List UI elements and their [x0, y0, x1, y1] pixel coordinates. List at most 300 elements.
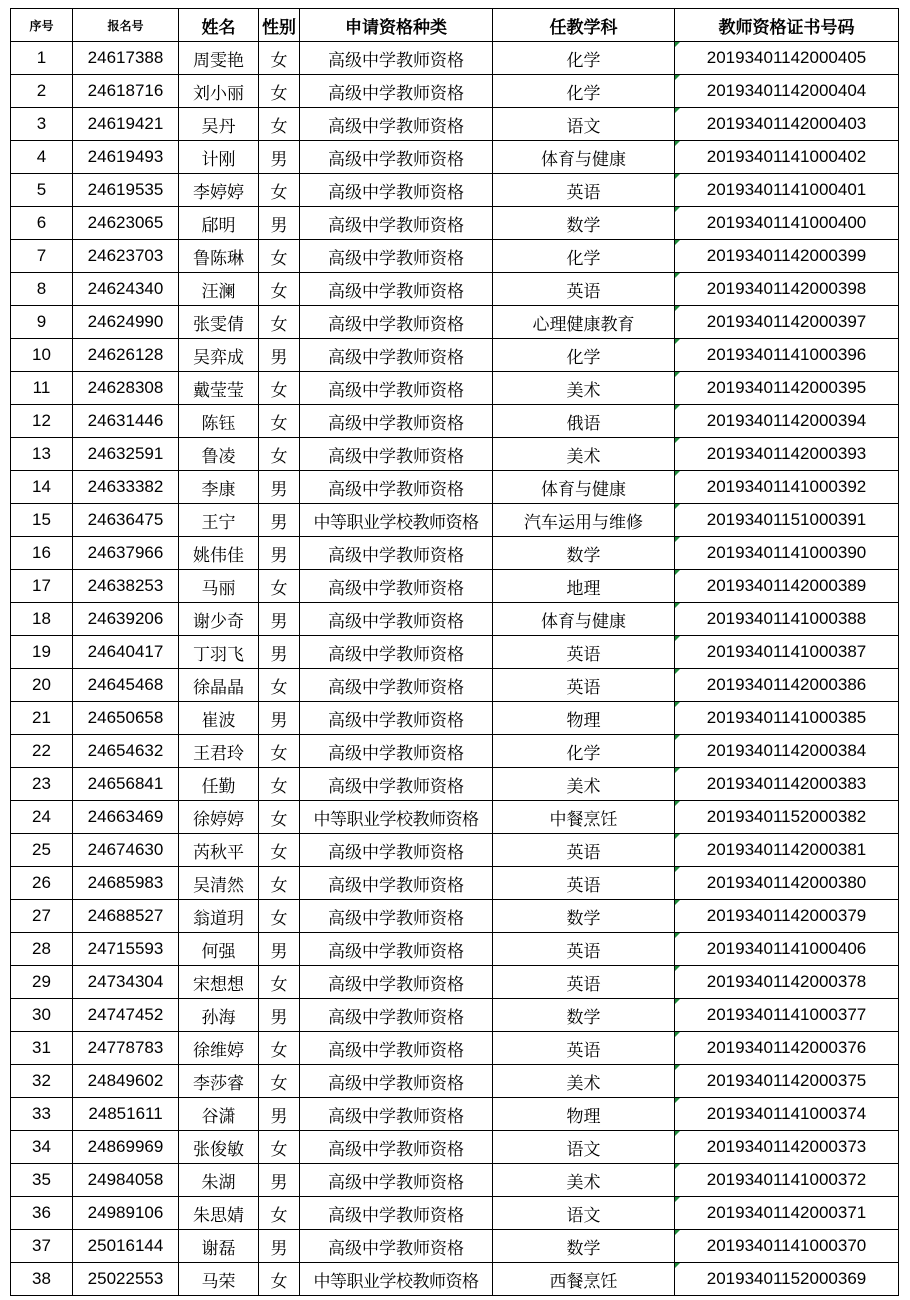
- cell-type: 高级中学教师资格: [300, 603, 493, 636]
- cell-reg: 24636475: [73, 504, 179, 537]
- cell-type: 高级中学教师资格: [300, 1164, 493, 1197]
- teacher-certificate-table: [10, 8, 899, 1296]
- cell-type: 高级中学教师资格: [300, 1197, 493, 1230]
- cell-reg: 24624340: [73, 273, 179, 306]
- cell-reg: 24869969: [73, 1131, 179, 1164]
- header-reg: 报名号: [73, 9, 179, 42]
- cell-gender: 女: [259, 768, 300, 801]
- cell-subject: 物理: [493, 1098, 675, 1131]
- cell-gender: 男: [259, 504, 300, 537]
- cell-subject: 化学: [493, 42, 675, 75]
- table-row: [11, 702, 899, 735]
- cell-type: 高级中学教师资格: [300, 702, 493, 735]
- cell-cert: 20193401141000372: [675, 1164, 899, 1197]
- cell-reg: 24685983: [73, 867, 179, 900]
- cell-reg: 25016144: [73, 1230, 179, 1263]
- cell-cert: 20193401141000402: [675, 141, 899, 174]
- cell-gender: 女: [259, 801, 300, 834]
- cell-reg: 24654632: [73, 735, 179, 768]
- cell-name: 朱湖: [179, 1164, 259, 1197]
- cell-subject: 英语: [493, 273, 675, 306]
- table-row: [11, 570, 899, 603]
- cell-subject: 英语: [493, 933, 675, 966]
- cell-cert: 20193401142000389: [675, 570, 899, 603]
- cell-type: 高级中学教师资格: [300, 75, 493, 108]
- cell-cert: 20193401142000375: [675, 1065, 899, 1098]
- table-row: [11, 1164, 899, 1197]
- cell-reg: 24633382: [73, 471, 179, 504]
- cell-cert: 20193401142000386: [675, 669, 899, 702]
- cell-type: 高级中学教师资格: [300, 834, 493, 867]
- cell-gender: 男: [259, 1164, 300, 1197]
- cell-name: 鲁陈琳: [179, 240, 259, 273]
- cell-reg: 24631446: [73, 405, 179, 438]
- cell-name: 戴莹莹: [179, 372, 259, 405]
- cell-type: 高级中学教师资格: [300, 669, 493, 702]
- cell-name: 汪澜: [179, 273, 259, 306]
- cell-reg: 24656841: [73, 768, 179, 801]
- table-row: [11, 636, 899, 669]
- cell-subject: 体育与健康: [493, 141, 675, 174]
- cell-seq: 32: [11, 1065, 73, 1098]
- cell-cert: 20193401152000382: [675, 801, 899, 834]
- cell-reg: 25022553: [73, 1263, 179, 1296]
- cell-seq: 38: [11, 1263, 73, 1296]
- cell-type: 高级中学教师资格: [300, 900, 493, 933]
- cell-subject: 俄语: [493, 405, 675, 438]
- cell-cert: 20193401141000390: [675, 537, 899, 570]
- cell-subject: 英语: [493, 834, 675, 867]
- cell-reg: 24851611: [73, 1098, 179, 1131]
- cell-reg: 24849602: [73, 1065, 179, 1098]
- cell-name: 李康: [179, 471, 259, 504]
- cell-gender: 男: [259, 933, 300, 966]
- cell-gender: 女: [259, 735, 300, 768]
- cell-cert: 20193401142000398: [675, 273, 899, 306]
- cell-type: 高级中学教师资格: [300, 108, 493, 141]
- cell-seq: 3: [11, 108, 73, 141]
- cell-seq: 18: [11, 603, 73, 636]
- cell-reg: 24989106: [73, 1197, 179, 1230]
- cell-seq: 2: [11, 75, 73, 108]
- cell-gender: 女: [259, 1263, 300, 1296]
- cell-reg: 24632591: [73, 438, 179, 471]
- cell-seq: 20: [11, 669, 73, 702]
- cell-cert: 20193401142000399: [675, 240, 899, 273]
- cell-name: 王君玲: [179, 735, 259, 768]
- cell-reg: 24639206: [73, 603, 179, 636]
- table-row: [11, 834, 899, 867]
- cell-cert: 20193401142000393: [675, 438, 899, 471]
- cell-seq: 26: [11, 867, 73, 900]
- cell-type: 高级中学教师资格: [300, 768, 493, 801]
- table-row: [11, 537, 899, 570]
- cell-reg: 24628308: [73, 372, 179, 405]
- cell-reg: 24715593: [73, 933, 179, 966]
- table-row: [11, 273, 899, 306]
- cell-name: 孙海: [179, 999, 259, 1032]
- cell-type: 高级中学教师资格: [300, 1065, 493, 1098]
- cell-cert: 20193401142000384: [675, 735, 899, 768]
- cell-gender: 女: [259, 900, 300, 933]
- table-row: [11, 900, 899, 933]
- cell-gender: 女: [259, 174, 300, 207]
- table-row: [11, 1131, 899, 1164]
- cell-type: 中等职业学校教师资格: [300, 1263, 493, 1296]
- cell-name: 徐维婷: [179, 1032, 259, 1065]
- cell-name: 张雯倩: [179, 306, 259, 339]
- cell-cert: 20193401151000391: [675, 504, 899, 537]
- cell-seq: 9: [11, 306, 73, 339]
- cell-seq: 7: [11, 240, 73, 273]
- table-row: [11, 669, 899, 702]
- cell-type: 高级中学教师资格: [300, 1098, 493, 1131]
- header-seq: 序号: [11, 9, 73, 42]
- cell-gender: 女: [259, 669, 300, 702]
- cell-reg: 24623065: [73, 207, 179, 240]
- cell-subject: 英语: [493, 174, 675, 207]
- table-row: [11, 108, 899, 141]
- cell-subject: 数学: [493, 1230, 675, 1263]
- cell-gender: 女: [259, 240, 300, 273]
- cell-type: 高级中学教师资格: [300, 339, 493, 372]
- cell-type: 高级中学教师资格: [300, 273, 493, 306]
- cell-seq: 8: [11, 273, 73, 306]
- cell-type: 高级中学教师资格: [300, 471, 493, 504]
- cell-subject: 美术: [493, 1065, 675, 1098]
- cell-seq: 27: [11, 900, 73, 933]
- cell-seq: 6: [11, 207, 73, 240]
- cell-reg: 24645468: [73, 669, 179, 702]
- table-row: [11, 603, 899, 636]
- cell-subject: 体育与健康: [493, 603, 675, 636]
- cell-name: 丁羽飞: [179, 636, 259, 669]
- cell-seq: 28: [11, 933, 73, 966]
- cell-subject: 西餐烹饪: [493, 1263, 675, 1296]
- cell-subject: 化学: [493, 75, 675, 108]
- table-row: [11, 372, 899, 405]
- cell-cert: 20193401141000374: [675, 1098, 899, 1131]
- cell-type: 中等职业学校教师资格: [300, 801, 493, 834]
- cell-name: 王宁: [179, 504, 259, 537]
- cell-type: 高级中学教师资格: [300, 372, 493, 405]
- cell-seq: 4: [11, 141, 73, 174]
- cell-gender: 女: [259, 1032, 300, 1065]
- cell-reg: 24984058: [73, 1164, 179, 1197]
- cell-name: 马荣: [179, 1263, 259, 1296]
- cell-reg: 24619493: [73, 141, 179, 174]
- cell-type: 高级中学教师资格: [300, 636, 493, 669]
- cell-cert: 20193401142000373: [675, 1131, 899, 1164]
- cell-gender: 男: [259, 636, 300, 669]
- cell-type: 高级中学教师资格: [300, 240, 493, 273]
- cell-seq: 14: [11, 471, 73, 504]
- header-gender: 性别: [259, 9, 300, 42]
- cell-gender: 男: [259, 1098, 300, 1131]
- table-row: [11, 1230, 899, 1263]
- cell-seq: 35: [11, 1164, 73, 1197]
- cell-subject: 物理: [493, 702, 675, 735]
- cell-seq: 15: [11, 504, 73, 537]
- cell-name: 任勤: [179, 768, 259, 801]
- table-row: [11, 1032, 899, 1065]
- cell-name: 陈钰: [179, 405, 259, 438]
- cell-subject: 语文: [493, 1197, 675, 1230]
- cell-subject: 英语: [493, 966, 675, 999]
- cell-gender: 女: [259, 75, 300, 108]
- cell-cert: 20193401142000403: [675, 108, 899, 141]
- table-row: [11, 999, 899, 1032]
- table-row: [11, 306, 899, 339]
- cell-seq: 37: [11, 1230, 73, 1263]
- header-type: 申请资格种类: [300, 9, 493, 42]
- cell-seq: 1: [11, 42, 73, 75]
- table-row: [11, 1065, 899, 1098]
- cell-seq: 16: [11, 537, 73, 570]
- cell-type: 高级中学教师资格: [300, 306, 493, 339]
- cell-name: 朱思婧: [179, 1197, 259, 1230]
- cell-name: 徐婷婷: [179, 801, 259, 834]
- cell-reg: 24626128: [73, 339, 179, 372]
- table-row: [11, 405, 899, 438]
- cell-reg: 24674630: [73, 834, 179, 867]
- cell-subject: 数学: [493, 207, 675, 240]
- cell-subject: 汽车运用与维修: [493, 504, 675, 537]
- cell-name: 郈明: [179, 207, 259, 240]
- cell-gender: 女: [259, 372, 300, 405]
- header-cert: 教师资格证书号码: [675, 9, 899, 42]
- cell-cert: 20193401141000401: [675, 174, 899, 207]
- cell-cert: 20193401142000376: [675, 1032, 899, 1065]
- cell-seq: 12: [11, 405, 73, 438]
- cell-seq: 10: [11, 339, 73, 372]
- cell-name: 谷潇: [179, 1098, 259, 1131]
- cell-type: 高级中学教师资格: [300, 207, 493, 240]
- table-row: [11, 933, 899, 966]
- cell-cert: 20193401142000395: [675, 372, 899, 405]
- cell-subject: 语文: [493, 108, 675, 141]
- cell-cert: 20193401152000369: [675, 1263, 899, 1296]
- cell-subject: 体育与健康: [493, 471, 675, 504]
- cell-type: 中等职业学校教师资格: [300, 504, 493, 537]
- table-body: [11, 42, 899, 1296]
- table-row: [11, 42, 899, 75]
- cell-seq: 17: [11, 570, 73, 603]
- table-row: [11, 1263, 899, 1296]
- table-row: [11, 867, 899, 900]
- cell-gender: 女: [259, 405, 300, 438]
- table-row: [11, 240, 899, 273]
- cell-cert: 20193401141000396: [675, 339, 899, 372]
- cell-name: 计刚: [179, 141, 259, 174]
- table-row: [11, 438, 899, 471]
- cell-subject: 美术: [493, 768, 675, 801]
- cell-subject: 英语: [493, 636, 675, 669]
- roster-sheet: [10, 8, 899, 1296]
- table-row: [11, 1098, 899, 1131]
- cell-type: 高级中学教师资格: [300, 438, 493, 471]
- cell-name: 李婷婷: [179, 174, 259, 207]
- cell-reg: 24650658: [73, 702, 179, 735]
- cell-reg: 24617388: [73, 42, 179, 75]
- cell-subject: 心理健康教育: [493, 306, 675, 339]
- cell-name: 姚伟佳: [179, 537, 259, 570]
- cell-seq: 22: [11, 735, 73, 768]
- cell-cert: 20193401142000397: [675, 306, 899, 339]
- cell-type: 高级中学教师资格: [300, 570, 493, 603]
- table-row: [11, 801, 899, 834]
- cell-seq: 30: [11, 999, 73, 1032]
- cell-name: 芮秋平: [179, 834, 259, 867]
- cell-name: 吴丹: [179, 108, 259, 141]
- cell-gender: 女: [259, 1197, 300, 1230]
- cell-reg: 24619421: [73, 108, 179, 141]
- cell-reg: 24619535: [73, 174, 179, 207]
- cell-subject: 数学: [493, 999, 675, 1032]
- cell-gender: 女: [259, 1131, 300, 1164]
- cell-seq: 13: [11, 438, 73, 471]
- cell-type: 高级中学教师资格: [300, 537, 493, 570]
- cell-reg: 24747452: [73, 999, 179, 1032]
- cell-type: 高级中学教师资格: [300, 42, 493, 75]
- cell-reg: 24688527: [73, 900, 179, 933]
- cell-subject: 化学: [493, 240, 675, 273]
- cell-subject: 数学: [493, 900, 675, 933]
- cell-type: 高级中学教师资格: [300, 405, 493, 438]
- table-row: [11, 339, 899, 372]
- cell-seq: 23: [11, 768, 73, 801]
- cell-name: 谢磊: [179, 1230, 259, 1263]
- cell-gender: 女: [259, 570, 300, 603]
- cell-name: 吴弈成: [179, 339, 259, 372]
- cell-reg: 24734304: [73, 966, 179, 999]
- cell-gender: 男: [259, 339, 300, 372]
- cell-subject: 中餐烹饪: [493, 801, 675, 834]
- cell-cert: 20193401141000385: [675, 702, 899, 735]
- cell-subject: 美术: [493, 1164, 675, 1197]
- cell-reg: 24618716: [73, 75, 179, 108]
- cell-cert: 20193401141000387: [675, 636, 899, 669]
- cell-reg: 24637966: [73, 537, 179, 570]
- cell-cert: 20193401142000383: [675, 768, 899, 801]
- cell-name: 鲁凌: [179, 438, 259, 471]
- cell-subject: 数学: [493, 537, 675, 570]
- cell-name: 何强: [179, 933, 259, 966]
- cell-name: 徐晶晶: [179, 669, 259, 702]
- cell-name: 马丽: [179, 570, 259, 603]
- cell-name: 张俊敏: [179, 1131, 259, 1164]
- cell-type: 高级中学教师资格: [300, 999, 493, 1032]
- cell-gender: 男: [259, 141, 300, 174]
- table-row: [11, 207, 899, 240]
- cell-seq: 21: [11, 702, 73, 735]
- cell-seq: 36: [11, 1197, 73, 1230]
- cell-name: 谢少奇: [179, 603, 259, 636]
- table-row: [11, 471, 899, 504]
- cell-gender: 男: [259, 207, 300, 240]
- cell-name: 翁道玥: [179, 900, 259, 933]
- cell-gender: 女: [259, 438, 300, 471]
- cell-type: 高级中学教师资格: [300, 174, 493, 207]
- header-name: 姓名: [179, 9, 259, 42]
- cell-gender: 女: [259, 108, 300, 141]
- cell-gender: 女: [259, 966, 300, 999]
- cell-gender: 男: [259, 1230, 300, 1263]
- table-row: [11, 174, 899, 207]
- cell-reg: 24640417: [73, 636, 179, 669]
- table-row: [11, 75, 899, 108]
- cell-cert: 20193401141000406: [675, 933, 899, 966]
- table-row: [11, 735, 899, 768]
- cell-name: 周雯艳: [179, 42, 259, 75]
- cell-cert: 20193401142000404: [675, 75, 899, 108]
- cell-type: 高级中学教师资格: [300, 141, 493, 174]
- header-subject: 任教学科: [493, 9, 675, 42]
- cell-type: 高级中学教师资格: [300, 933, 493, 966]
- cell-seq: 5: [11, 174, 73, 207]
- cell-cert: 20193401141000370: [675, 1230, 899, 1263]
- cell-cert: 20193401141000400: [675, 207, 899, 240]
- cell-type: 高级中学教师资格: [300, 966, 493, 999]
- table-row: [11, 141, 899, 174]
- cell-subject: 英语: [493, 1032, 675, 1065]
- cell-seq: 29: [11, 966, 73, 999]
- cell-gender: 男: [259, 999, 300, 1032]
- cell-cert: 20193401142000405: [675, 42, 899, 75]
- cell-type: 高级中学教师资格: [300, 867, 493, 900]
- cell-name: 吴清然: [179, 867, 259, 900]
- cell-name: 宋想想: [179, 966, 259, 999]
- header-row: [11, 9, 899, 42]
- table-row: [11, 1197, 899, 1230]
- cell-type: 高级中学教师资格: [300, 1131, 493, 1164]
- cell-gender: 男: [259, 471, 300, 504]
- cell-cert: 20193401142000379: [675, 900, 899, 933]
- table-row: [11, 768, 899, 801]
- cell-gender: 女: [259, 834, 300, 867]
- cell-name: 李莎睿: [179, 1065, 259, 1098]
- cell-subject: 美术: [493, 372, 675, 405]
- cell-cert: 20193401142000380: [675, 867, 899, 900]
- cell-seq: 19: [11, 636, 73, 669]
- cell-seq: 24: [11, 801, 73, 834]
- cell-gender: 女: [259, 867, 300, 900]
- cell-seq: 25: [11, 834, 73, 867]
- cell-seq: 34: [11, 1131, 73, 1164]
- table-row: [11, 504, 899, 537]
- cell-type: 高级中学教师资格: [300, 735, 493, 768]
- cell-type: 高级中学教师资格: [300, 1032, 493, 1065]
- cell-gender: 女: [259, 273, 300, 306]
- cell-subject: 美术: [493, 438, 675, 471]
- cell-seq: 11: [11, 372, 73, 405]
- cell-subject: 化学: [493, 735, 675, 768]
- cell-gender: 男: [259, 702, 300, 735]
- cell-cert: 20193401142000394: [675, 405, 899, 438]
- cell-subject: 英语: [493, 867, 675, 900]
- cell-subject: 英语: [493, 669, 675, 702]
- cell-seq: 31: [11, 1032, 73, 1065]
- cell-gender: 女: [259, 42, 300, 75]
- cell-cert: 20193401141000388: [675, 603, 899, 636]
- cell-subject: 化学: [493, 339, 675, 372]
- cell-reg: 24663469: [73, 801, 179, 834]
- cell-name: 崔波: [179, 702, 259, 735]
- cell-name: 刘小丽: [179, 75, 259, 108]
- cell-gender: 男: [259, 537, 300, 570]
- cell-reg: 24638253: [73, 570, 179, 603]
- cell-subject: 地理: [493, 570, 675, 603]
